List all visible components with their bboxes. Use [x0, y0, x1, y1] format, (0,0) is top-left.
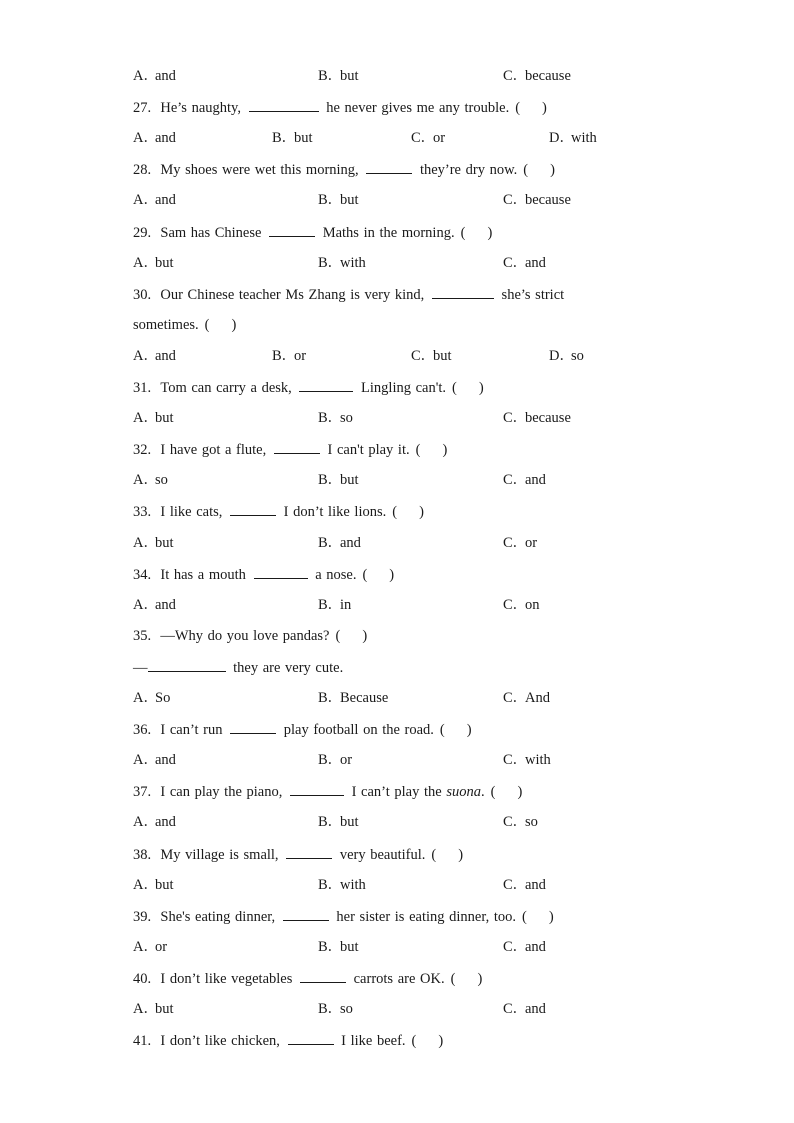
option-letter: B．	[318, 938, 343, 955]
answer-parentheses[interactable]	[335, 626, 367, 646]
option-text: in	[340, 596, 352, 613]
option-text: but	[155, 1001, 174, 1017]
option-b[interactable]	[318, 190, 359, 210]
option-text: and	[155, 347, 176, 364]
option-letter: B．	[318, 596, 343, 613]
option-letter: C．	[503, 752, 528, 769]
option-letter: D．	[549, 347, 574, 364]
question-stem	[133, 844, 463, 864]
paren-close: )	[542, 100, 547, 117]
question-text-before: Sam has Chinese	[160, 224, 262, 241]
question-text-before: I have got a flute,	[160, 442, 267, 459]
option-letter: C．	[503, 814, 528, 831]
option-letter: B．	[272, 130, 297, 147]
option-letter: A．	[133, 130, 158, 147]
answer-blank[interactable]	[300, 968, 346, 983]
option-letter: A．	[133, 192, 158, 209]
question-stem	[133, 626, 367, 646]
answer-parentheses[interactable]	[451, 969, 483, 989]
option-text: and	[155, 192, 176, 209]
option-d[interactable]	[549, 346, 584, 366]
option-text: or	[155, 938, 168, 955]
option-text: and	[525, 1001, 546, 1017]
answer-blank[interactable]	[148, 657, 226, 672]
paren-open: (	[362, 566, 368, 583]
option-letter: B．	[318, 192, 343, 209]
question-text-after: I can’t play the	[351, 784, 442, 801]
paren-close: )	[438, 1033, 444, 1050]
option-text: because	[525, 68, 571, 84]
answer-blank[interactable]	[249, 97, 319, 112]
question-text-after: Maths in the morning.	[322, 224, 455, 241]
paren-open: (	[431, 846, 437, 863]
option-letter: C．	[503, 1001, 528, 1017]
option-b[interactable]	[318, 595, 351, 615]
question-text-before: I like cats,	[160, 504, 223, 521]
option-letter: B．	[318, 534, 343, 551]
option-letter: A．	[133, 347, 158, 364]
question-number: 34.	[133, 566, 161, 583]
paren-open: (	[523, 162, 529, 179]
option-letter: A．	[133, 534, 158, 551]
option-c[interactable]	[411, 128, 445, 148]
question-text-after: very beautiful.	[339, 846, 426, 863]
question-text-before: I can’t run	[160, 722, 223, 739]
question-text-after: carrots are OK.	[353, 970, 445, 987]
question-text-before: She's eating dinner,	[160, 908, 276, 925]
option-text: with	[525, 752, 551, 769]
option-b[interactable]	[318, 66, 359, 86]
question-number: 27.	[133, 100, 161, 117]
paren-close: )	[362, 627, 368, 644]
option-text: or	[294, 347, 307, 364]
paren-close: )	[458, 846, 464, 863]
option-c[interactable]	[503, 999, 546, 1019]
option-text: so	[155, 472, 168, 489]
question-stem	[133, 377, 484, 397]
question-stem	[133, 501, 424, 521]
question-number: 30.	[133, 286, 161, 303]
option-letter: B．	[318, 410, 343, 427]
option-b[interactable]	[318, 750, 352, 770]
option-b[interactable]	[318, 937, 359, 957]
option-a[interactable]	[133, 533, 174, 553]
option-letter: C．	[503, 472, 528, 489]
option-text: so	[340, 1001, 353, 1017]
option-letter: C．	[503, 690, 528, 706]
question-text-after: I don’t like lions.	[283, 504, 387, 521]
answer-parentheses[interactable]	[491, 782, 523, 802]
paren-close: )	[478, 380, 484, 396]
option-c[interactable]	[503, 688, 550, 708]
paren-open: (	[392, 504, 398, 521]
option-b[interactable]	[318, 688, 388, 708]
option-text: but	[155, 876, 174, 893]
answer-parentheses[interactable]	[523, 160, 555, 180]
dialogue-reply	[133, 657, 343, 677]
answer-blank[interactable]	[286, 844, 332, 859]
option-a[interactable]	[133, 750, 176, 770]
paren-open: (	[450, 970, 456, 987]
answer-parentheses[interactable]	[362, 565, 394, 585]
answer-parentheses[interactable]	[522, 907, 554, 927]
paren-close: )	[231, 316, 237, 333]
option-a[interactable]	[133, 812, 176, 832]
option-letter: B．	[318, 254, 343, 271]
option-c[interactable]	[503, 190, 571, 210]
paren-close: )	[419, 504, 424, 521]
paren-open: (	[522, 908, 527, 925]
answer-parentheses[interactable]	[452, 378, 484, 398]
option-c[interactable]	[503, 875, 546, 895]
option-c[interactable]	[503, 937, 546, 957]
option-letter: B．	[318, 690, 343, 706]
option-letter: A．	[133, 814, 158, 831]
option-a[interactable]	[133, 190, 176, 210]
option-text: but	[340, 814, 359, 831]
question-number: 29.	[133, 224, 161, 241]
answer-blank[interactable]	[254, 564, 308, 579]
answer-parentheses[interactable]	[515, 98, 547, 118]
option-letter: A．	[133, 596, 158, 613]
option-text: but	[340, 472, 359, 489]
option-letter: C．	[503, 410, 528, 427]
answer-blank[interactable]	[299, 377, 353, 392]
question-stem	[133, 439, 447, 459]
paren-open: (	[460, 224, 466, 241]
option-letter: A．	[133, 410, 158, 427]
question-stem	[133, 781, 522, 801]
option-b[interactable]	[318, 812, 359, 832]
punctuation: .	[480, 784, 485, 801]
option-text: with	[571, 130, 597, 147]
paren-close: )	[548, 908, 554, 925]
option-letter: A．	[133, 876, 158, 893]
option-text: and	[525, 472, 546, 489]
paren-close: )	[466, 722, 472, 739]
option-b[interactable]	[318, 470, 359, 490]
option-text: but	[294, 130, 313, 147]
option-letter: A．	[133, 254, 158, 271]
option-letter: C．	[503, 254, 528, 271]
question-text-before: Our Chinese teacher Ms Zhang is very kind,	[160, 286, 425, 303]
option-text: or	[525, 534, 538, 551]
question-text-before: I don’t like vegetables	[160, 970, 293, 987]
option-a[interactable]	[133, 470, 168, 490]
question-text-after: a nose.	[315, 566, 357, 583]
option-text: because	[525, 410, 571, 427]
answer-parentheses[interactable]	[392, 502, 424, 522]
option-a[interactable]	[133, 408, 174, 428]
question-stem	[133, 719, 472, 739]
option-letter: C．	[411, 130, 436, 147]
question-stem	[133, 968, 482, 988]
option-letter: A．	[133, 68, 158, 84]
option-letter: A．	[133, 1001, 158, 1017]
option-text: and	[155, 596, 176, 613]
option-text: and	[525, 876, 546, 893]
question-text-before: I don’t like chicken,	[160, 1033, 280, 1050]
question-text-after: she’s strict	[501, 286, 565, 303]
option-text: but	[340, 938, 359, 955]
option-text: but	[155, 534, 174, 551]
paren-close: )	[550, 162, 555, 179]
option-letter: B．	[272, 347, 297, 364]
option-text: with	[340, 876, 366, 893]
question-text-before: My shoes were wet this morning,	[160, 162, 359, 179]
question-text-before: He’s naughty,	[160, 100, 241, 117]
option-a[interactable]	[133, 595, 176, 615]
option-letter: A．	[133, 938, 158, 955]
option-text: but	[155, 254, 174, 271]
option-letter: C．	[503, 192, 528, 209]
question-stem	[133, 159, 555, 179]
option-a[interactable]	[133, 999, 174, 1019]
option-text: on	[525, 596, 540, 613]
option-text: and	[155, 814, 176, 831]
question-continuation	[133, 315, 236, 335]
option-text: but	[155, 410, 174, 427]
paren-open: (	[490, 784, 496, 801]
question-text-before: I can play the piano,	[160, 784, 283, 801]
option-a[interactable]	[133, 66, 176, 86]
question-number: 32.	[133, 442, 161, 459]
paren-open: (	[515, 100, 521, 117]
option-text: because	[525, 192, 571, 209]
option-text: so	[340, 410, 353, 427]
option-letter: B．	[318, 68, 343, 84]
option-text: and	[525, 254, 546, 271]
question-number: 40.	[133, 970, 161, 987]
continuation-text: sometimes.	[133, 316, 199, 333]
question-text-before: It has a mouth	[160, 566, 246, 583]
option-c[interactable]	[503, 812, 538, 832]
option-b[interactable]	[318, 533, 361, 553]
option-letter: D．	[549, 130, 574, 147]
question-number: 31.	[133, 380, 161, 396]
answer-parentheses[interactable]	[412, 1031, 444, 1051]
question-stem	[133, 222, 492, 242]
option-letter: B．	[318, 876, 343, 893]
question-text-after: he never gives me any trouble.	[326, 100, 510, 117]
dash: —	[133, 659, 148, 676]
option-c[interactable]	[503, 595, 540, 615]
option-c[interactable]	[503, 750, 551, 770]
option-text: and	[155, 130, 176, 147]
paren-open: (	[411, 1033, 417, 1050]
question-stem	[133, 1030, 443, 1050]
option-b[interactable]	[272, 346, 306, 366]
question-text-after: play football on the road.	[283, 722, 434, 739]
question-text-before: My village is small,	[160, 846, 279, 863]
option-a[interactable]	[133, 253, 174, 273]
option-b[interactable]	[318, 408, 353, 428]
question-text-before: —Why do you love pandas?	[160, 627, 330, 644]
answer-parentheses[interactable]	[461, 223, 493, 243]
option-c[interactable]	[503, 66, 571, 86]
question-number: 37.	[133, 784, 161, 801]
question-number: 38.	[133, 846, 161, 863]
question-stem	[133, 97, 547, 117]
option-text: so	[571, 347, 584, 364]
italic-word: suona	[446, 784, 481, 801]
option-letter: C．	[503, 68, 528, 84]
paren-close: )	[477, 970, 483, 987]
option-letter: C．	[503, 876, 528, 893]
option-text: So	[155, 690, 171, 706]
option-text: and	[340, 534, 361, 551]
option-text: or	[340, 752, 353, 769]
question-number: 35.	[133, 627, 161, 644]
answer-blank[interactable]	[432, 284, 494, 299]
answer-parentheses[interactable]	[440, 720, 472, 740]
question-text-after: I like beef.	[341, 1033, 406, 1050]
option-letter: C．	[411, 347, 436, 364]
option-letter: A．	[133, 690, 158, 706]
reply-text: they are very cute.	[233, 659, 344, 676]
question-number: 39.	[133, 908, 161, 925]
option-b[interactable]	[318, 999, 353, 1019]
option-letter: B．	[318, 472, 343, 489]
option-text: and	[155, 68, 176, 84]
paren-close: )	[517, 784, 523, 801]
question-number: 33.	[133, 504, 161, 521]
answer-parentheses[interactable]	[431, 845, 463, 865]
option-letter: B．	[318, 814, 343, 831]
option-d[interactable]	[549, 128, 597, 148]
option-c[interactable]	[503, 470, 546, 490]
option-c[interactable]	[503, 533, 537, 553]
question-number: 28.	[133, 162, 161, 179]
paren-open: (	[415, 442, 421, 459]
answer-blank[interactable]	[366, 159, 412, 174]
question-stem	[133, 284, 564, 304]
paren-open: (	[335, 627, 341, 644]
option-text: but	[433, 347, 452, 364]
option-letter: B．	[318, 1001, 343, 1017]
question-text-after: Lingling can't.	[361, 380, 447, 396]
option-a[interactable]	[133, 875, 174, 895]
option-b[interactable]	[318, 875, 366, 895]
answer-blank[interactable]	[288, 1030, 334, 1045]
option-text: and	[525, 938, 546, 955]
answer-blank[interactable]	[230, 501, 276, 516]
paren-close: )	[389, 566, 395, 583]
answer-blank[interactable]	[269, 222, 315, 237]
paren-close: )	[487, 224, 493, 241]
option-letter: C．	[503, 596, 528, 613]
option-letter: A．	[133, 472, 158, 489]
option-letter: C．	[503, 534, 528, 551]
answer-parentheses[interactable]	[416, 440, 448, 460]
option-b[interactable]	[272, 128, 313, 148]
question-text-after: I can't play it.	[327, 442, 410, 459]
paren-open: (	[439, 722, 445, 739]
option-letter: A．	[133, 752, 158, 769]
answer-blank[interactable]	[230, 719, 276, 734]
option-letter: B．	[318, 752, 343, 769]
option-text: And	[525, 690, 550, 706]
paren-open: (	[452, 380, 457, 396]
option-a[interactable]	[133, 128, 176, 148]
option-a[interactable]	[133, 937, 167, 957]
option-a[interactable]	[133, 346, 176, 366]
answer-blank[interactable]	[274, 439, 320, 454]
answer-blank[interactable]	[283, 906, 329, 921]
question-text-after: her sister is eating dinner, too.	[336, 908, 516, 925]
option-c[interactable]	[411, 346, 452, 366]
option-a[interactable]	[133, 688, 170, 708]
paren-open: (	[204, 316, 210, 333]
option-letter: C．	[503, 938, 528, 955]
option-text: but	[340, 192, 359, 209]
option-text: so	[525, 814, 538, 831]
question-stem	[133, 906, 554, 926]
option-text: and	[155, 752, 176, 769]
option-c[interactable]	[503, 408, 571, 428]
answer-parentheses[interactable]	[205, 315, 237, 335]
option-text: but	[340, 68, 359, 84]
question-text-before: Tom can carry a desk,	[160, 380, 292, 396]
paren-close: )	[442, 442, 448, 459]
option-c[interactable]	[503, 253, 546, 273]
option-text: Because	[340, 690, 389, 706]
option-text: with	[340, 254, 366, 271]
question-stem	[133, 564, 394, 584]
question-number: 36.	[133, 722, 161, 739]
option-text: or	[433, 130, 446, 147]
answer-blank[interactable]	[290, 781, 344, 796]
question-text-after: they’re dry now.	[419, 162, 518, 179]
option-b[interactable]	[318, 253, 366, 273]
question-number: 41.	[133, 1033, 161, 1050]
